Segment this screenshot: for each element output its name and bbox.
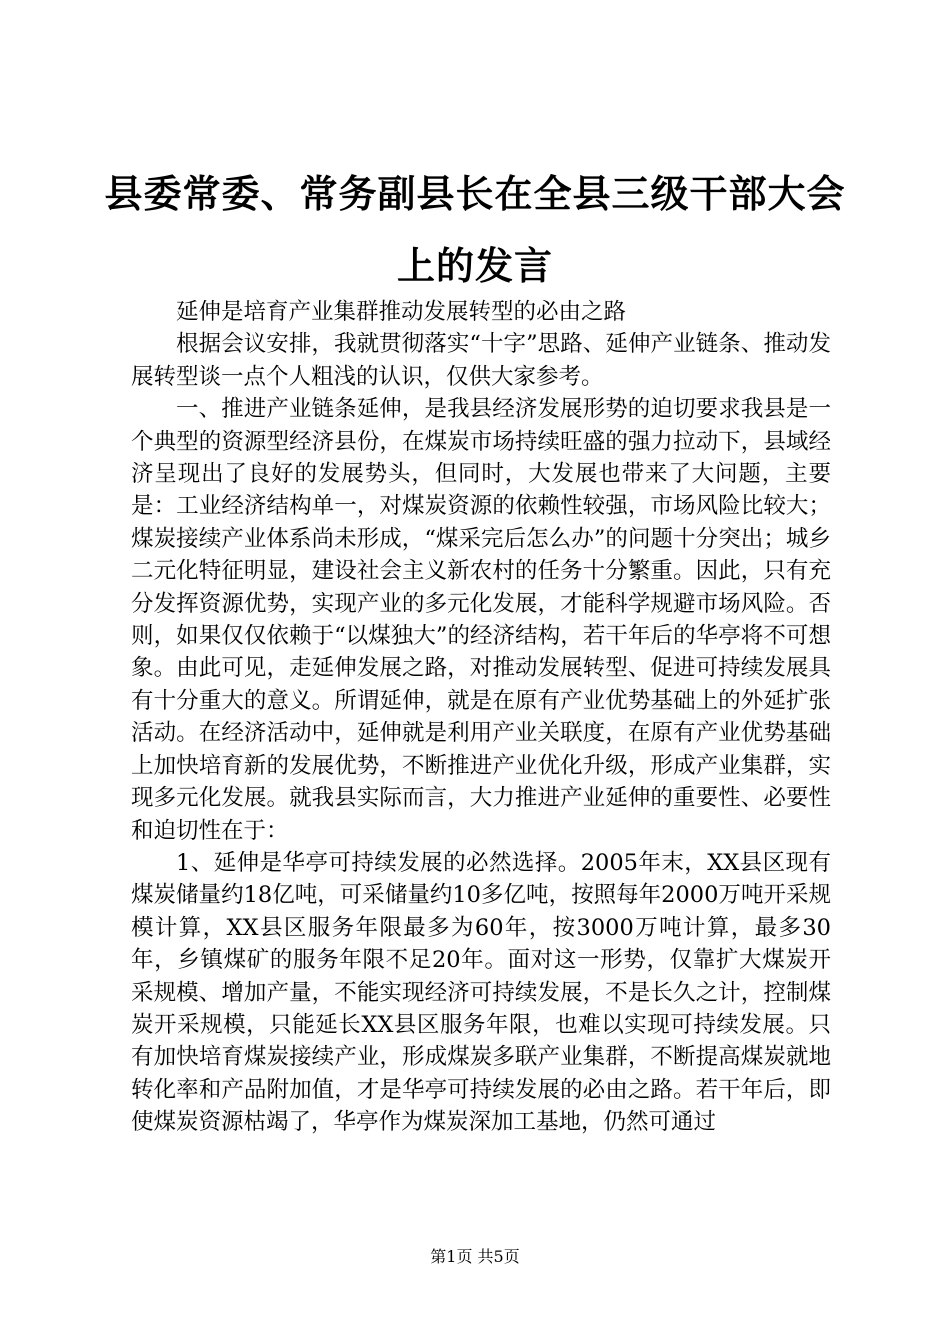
document-body <box>131 296 831 1139</box>
body-paragraph: 延伸是培育产业集群推动发展转型的必由之路 <box>176 299 627 325</box>
body-paragraph: 根据会议安排，我就贯彻落实“十字”思路、延伸产业链条、推动发展转型谈一点个人粗浅的认识，仅供大家参考。 <box>131 331 831 390</box>
body-paragraph: 一、推进产业链条延伸，是我县经济发展形势的迫切要求我县是一个典型的资源型经济县份，在煤炭市场持续旺盛的强力拉动下，县域经济呈现出了良好的发展势头，但同时，大发展也带来了大问题，主要是：工业经济结构单一，对煤炭资源的依赖性较强，市场风险比较大；煤炭接续产业体系尚未形成，“煤采完后怎么办”的问题十分突出；城乡二元化特征明显，建设社会主义新农村的任务十分繁重。因此，只有充分发挥资源优势，实现产业的多元化发展，才能科学规避市场风险。否则，如果仅仅依赖于“以煤独大”的经济结构，若干年后的华亭将不可想象。由此可见，走延伸发展之路，对推动发展转型、促进可持续发展具有十分重大的意义。所谓延伸，就是在原有产业优势基础上的外延扩张活动。在经济活动中，延伸就是利用产业关联度，在原有产业优势基础上加快培育新的发展优势，不断推进产业优化升级，形成产业集群，实现多元化发展。就我县实际而言，大力推进产业延伸的重要性、必要性和迫切性在于： <box>131 396 831 844</box>
page-title: 县委常委、常务副县长在全县三级干部大会上的发言 <box>104 171 846 288</box>
body-paragraph: 1、延伸是华亭可持续发展的必然选择。2005年末，XX县区现有煤炭储量约18亿吨，可采储量约10多亿吨，按照每年2000万吨开采规模计算，XX县区服务年限最多为60年，按3000万吨计算，最多30年，乡镇煤矿的服务年限不足20年。面对这一形势，仅靠扩大煤炭开采规模、增加产量，不能实现经济可持续发展，不是长久之计，控制煤炭开采规模，只能延长XX县区服务年限，也难以实现可持续发展。只有加快培育煤炭接续产业，形成煤炭多联产业集群，不断提高煤炭就地转化率和产品附加值，才是华亭可持续发展的必由之路。若干年后，即使煤炭资源枯竭了，华亭作为煤炭深加工基地，仍然可通过 <box>131 849 831 1136</box>
page-number-footer: 第1页 共5页 <box>430 1247 520 1266</box>
